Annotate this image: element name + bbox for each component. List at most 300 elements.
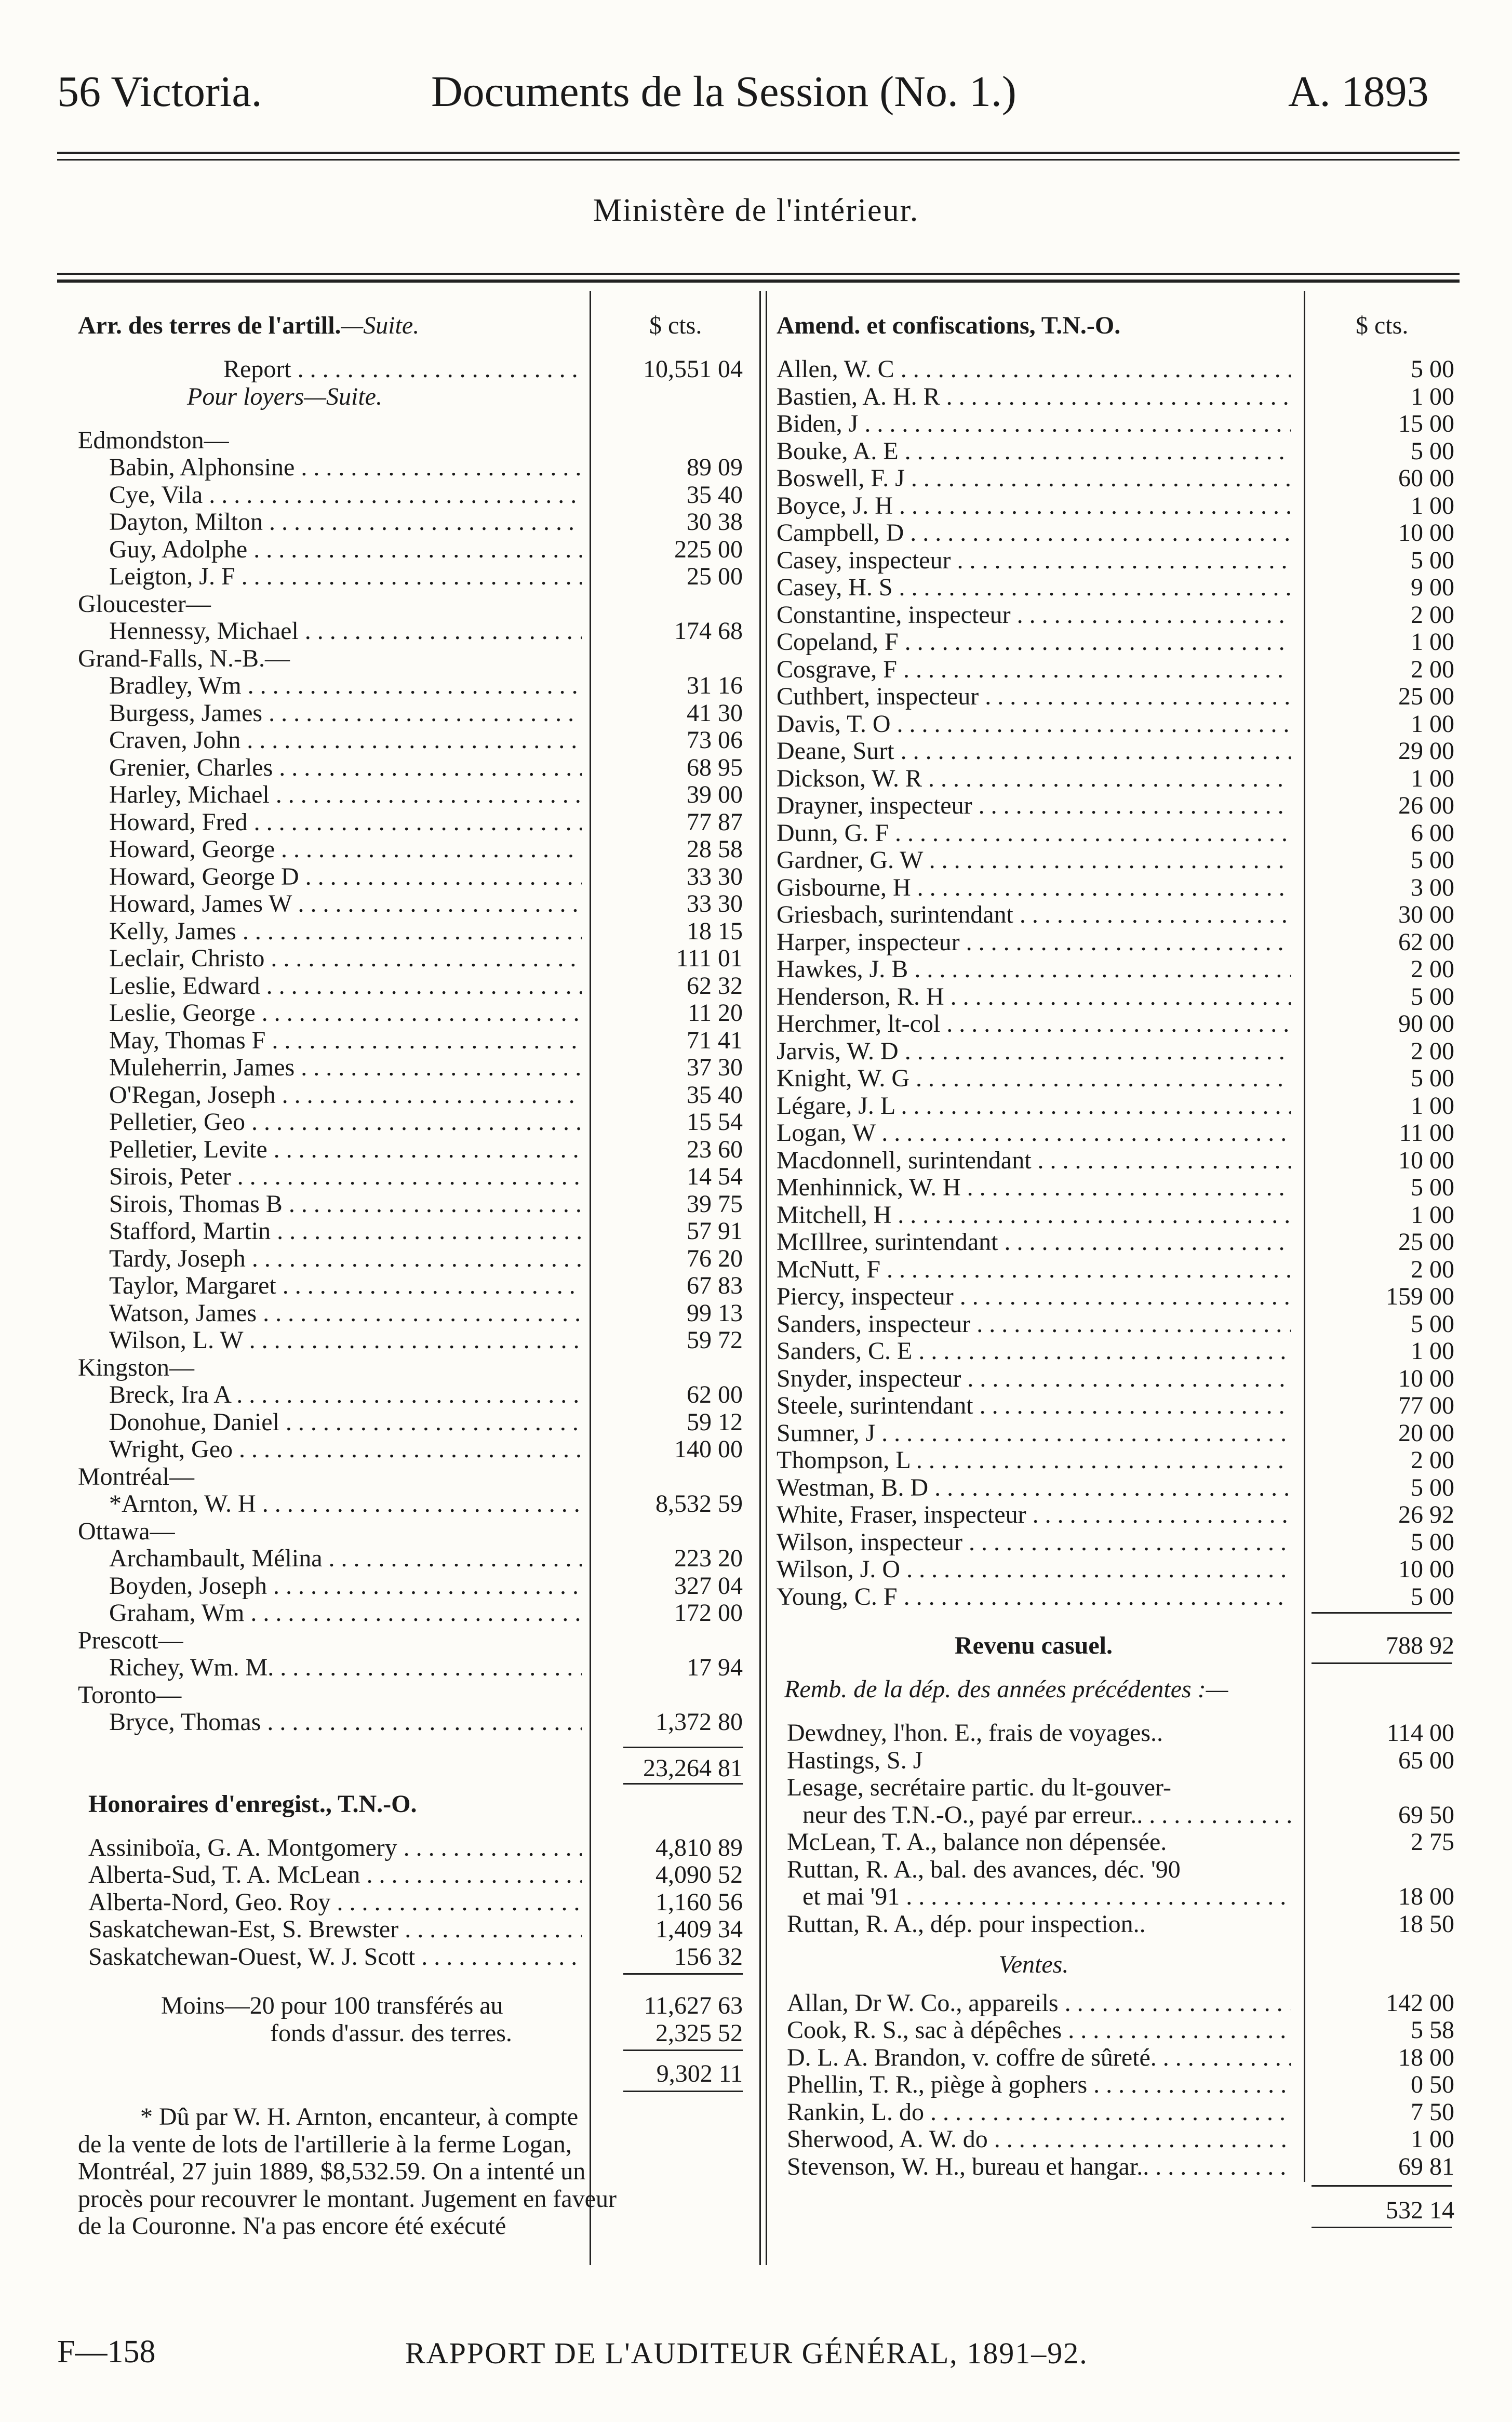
entry-name: Sirois, Thomas B . . . (78, 1190, 582, 1218)
amount-cents: 00 (1423, 1092, 1454, 1120)
entry-amount (1314, 492, 1454, 520)
place-heading: Ottawa— (78, 1517, 175, 1545)
ledger-line (787, 1774, 1291, 1802)
amount-cents: 89 (712, 1833, 743, 1861)
amount-dollars: 1 (1411, 491, 1423, 520)
entry-amount (1314, 574, 1454, 602)
amount-dollars: 1 (1411, 1337, 1423, 1365)
entry-amount (1314, 1989, 1454, 2017)
ledger-line (78, 699, 582, 727)
amount-dollars: 9 (1411, 574, 1423, 601)
sum-rule (1312, 2185, 1452, 2187)
amount-dollars: 11 (1399, 1119, 1423, 1147)
ledger-line (78, 1245, 582, 1273)
entry-name: Harper, inspecteur . . . (777, 928, 1291, 956)
entry-name: Wilson, J. O . . . (777, 1555, 1291, 1583)
ledger-line (78, 1992, 582, 2020)
amount-cents: 00 (1423, 1010, 1454, 1037)
amount-dollars: 174 (674, 617, 712, 645)
ledger-line (78, 1326, 582, 1354)
ledger-line (777, 737, 1291, 765)
ledger-line (78, 481, 582, 509)
amount-dollars: 1,160 (655, 1888, 712, 1916)
entry-name: Stevenson, W. H., bureau et hangar.. . . . (787, 2153, 1291, 2181)
ledger-line (78, 944, 582, 973)
entry-amount (1314, 2071, 1454, 2099)
amount-cents: 00 (1423, 901, 1454, 928)
entry-name: Sirois, Peter . . . (78, 1163, 582, 1191)
amount-cents: 50 (1423, 2071, 1454, 2099)
entry-name: Ruttan, R. A., bal. des avances, déc. '90 (787, 1855, 1181, 1883)
entry-name: Jarvis, W. D . . . (777, 1037, 1291, 1066)
entry-name: Knight, W. G . . . (777, 1064, 1291, 1093)
entry-name: Allen, W. C . . . (777, 355, 1291, 383)
amount-cents: 92 (1423, 1632, 1454, 1659)
footnote-line: procès pour recouvrer le montant. Jugement en faveur (78, 2185, 617, 2213)
currency-header: $ cts. (649, 312, 702, 339)
entry-name: McIllree, surintendant . . . (777, 1228, 1291, 1256)
amount-dollars: 2,325 (655, 2019, 712, 2047)
amount-dollars: 4,090 (655, 1861, 712, 1888)
entry-name: Herchmer, lt-col . . . (777, 1010, 1291, 1038)
entry-name: White, Fraser, inspecteur . . . (777, 1501, 1291, 1529)
entry-amount (603, 1245, 743, 1273)
entry-amount (603, 672, 743, 700)
entry-amount (1314, 1064, 1454, 1093)
ledger-line (78, 1163, 582, 1191)
amount-cents: 00 (1423, 1174, 1454, 1201)
entry-amount (1314, 1392, 1454, 1420)
amount-dollars: 223 (674, 1545, 712, 1572)
entry-name: Griesbach, surintendant . . . (777, 901, 1291, 929)
ledger-line (78, 1136, 582, 1164)
entry-amount (1314, 765, 1454, 793)
amount-cents: 83 (712, 1272, 743, 1299)
entry-amount (1314, 846, 1454, 874)
entry-name: Casey, H. S . . . (777, 574, 1291, 602)
sum-rule (623, 1747, 743, 1748)
amount-cents: 87 (712, 808, 743, 836)
header-rule-top (57, 152, 1460, 154)
amount-dollars: 39 (687, 781, 712, 808)
amount-cents: 58 (1423, 2016, 1454, 2044)
ledger-line (777, 628, 1291, 656)
ledger-line (78, 536, 582, 564)
amount-dollars: 225 (674, 535, 712, 563)
amount-cents: 56 (712, 1888, 743, 1916)
entry-amount (603, 863, 743, 891)
entry-name: Boyden, Joseph . . . (78, 1572, 582, 1600)
amount-cents: 00 (1423, 1146, 1454, 1174)
amount-cents: 00 (1423, 1228, 1454, 1256)
amount-dollars: 0 (1411, 2071, 1423, 2099)
entry-name: Logan, W . . . (777, 1119, 1291, 1147)
entry-name: Hastings, S. J (787, 1746, 923, 1774)
ledger-line (78, 672, 582, 700)
entry-amount (1314, 519, 1454, 547)
entry-name: Bastien, A. H. R . . . (777, 383, 1291, 411)
amount-cents: 16 (712, 672, 743, 699)
ledger-line (777, 492, 1291, 520)
amount-cents: 00 (1423, 683, 1454, 710)
amount-dollars: 142 (1386, 1989, 1423, 2017)
amount-dollars: 114 (1386, 1719, 1423, 1747)
amount-dollars: 5 (1411, 1064, 1423, 1092)
entry-amount (603, 1599, 743, 1627)
entry-name: McLean, T. A., balance non dépensée. (787, 1828, 1167, 1856)
ledger-line (78, 890, 582, 918)
entry-amount (1314, 464, 1454, 493)
left-amount-rule (590, 291, 591, 2265)
ledger-line (78, 808, 582, 836)
amount-cents: 94 (712, 1654, 743, 1681)
entry-amount (1314, 1528, 1454, 1556)
entry-name: Dayton, Milton . . . (78, 508, 582, 536)
ledger-line (787, 2071, 1291, 2099)
entry-amount (1314, 1632, 1454, 1660)
entry-name: Assiniboïa, G. A. Montgomery . . . (78, 1834, 582, 1862)
entry-name: Grenier, Charles . . . (78, 754, 582, 782)
amount-dollars: 2 (1411, 955, 1423, 983)
amount-dollars: 5 (1411, 1528, 1423, 1556)
amount-dollars: 1 (1411, 1092, 1423, 1120)
ledger-line (777, 928, 1291, 956)
entry-name: Thompson, L . . . (777, 1446, 1291, 1474)
ledger-line (777, 1474, 1291, 1502)
ledger-line (777, 1555, 1291, 1583)
ledger-line (787, 2098, 1291, 2126)
entry-amount (1314, 1337, 1454, 1365)
amount-dollars: 10 (1398, 1146, 1423, 1174)
amount-cents: 00 (1423, 574, 1454, 601)
entry-amount (603, 1992, 743, 2020)
amount-cents: 32 (712, 1942, 743, 1971)
entry-name: Stafford, Martin . . . (78, 1217, 582, 1245)
ledger-line (777, 383, 1291, 411)
amount-cents: 00 (1423, 410, 1454, 437)
entry-amount (1314, 819, 1454, 847)
amount-dollars: 6 (1411, 819, 1423, 847)
amount-dollars: 67 (687, 1272, 712, 1299)
amount-dollars: 2 (1411, 1446, 1423, 1474)
ledger-line (78, 1654, 582, 1682)
amount-cents: 41 (712, 1026, 743, 1054)
ledger-line (777, 1010, 1291, 1038)
entry-name: Wright, Geo . . . (78, 1435, 582, 1463)
ledger-line (787, 2016, 1291, 2044)
amount-dollars: 25 (1398, 683, 1423, 710)
ledger-line (78, 863, 582, 891)
center-rule-1 (759, 291, 761, 2265)
ledger-line (787, 1910, 1291, 1938)
entry-name: Ruttan, R. A., dép. pour inspection.. (787, 1910, 1146, 1938)
ledger-line (78, 508, 582, 536)
ledger-line (78, 454, 582, 482)
entry-amount (603, 1888, 743, 1917)
amount-cents: 00 (1423, 1989, 1454, 2017)
amount-dollars: 57 (687, 1217, 712, 1245)
ledger-line (777, 656, 1291, 684)
ledger-line (777, 1528, 1291, 1556)
sum-rule (1312, 2227, 1452, 2228)
amount-dollars: 18 (1398, 1883, 1423, 1910)
ledger-line (777, 410, 1291, 438)
amount-cents: 63 (712, 1992, 743, 2019)
amount-dollars: 77 (687, 808, 712, 836)
amount-cents: 00 (1423, 1719, 1454, 1747)
amount-dollars: 1 (1411, 710, 1423, 738)
entry-name: Cye, Vila . . . (78, 481, 582, 509)
ledger-line (777, 1174, 1291, 1202)
entry-name: neur des T.N.-O., payé par erreur.. . . . (802, 1801, 1291, 1829)
entry-amount (1314, 1910, 1454, 1938)
entry-name: Biden, J . . . (777, 410, 1291, 438)
amount-cents: 54 (712, 1163, 743, 1190)
amount-dollars: 156 (674, 1942, 712, 1971)
entry-name: Sanders, C. E . . . (777, 1337, 1291, 1365)
entry-name: Steele, surintendant . . . (777, 1392, 1291, 1420)
entry-amount (1314, 2197, 1454, 2225)
amount-cents: 00 (1423, 1310, 1454, 1338)
footnote-line: Montréal, 27 juin 1889, $8,532.59. On a intenté un (78, 2158, 586, 2186)
session-number: 56 Victoria. (57, 68, 262, 116)
ledger-line (777, 1201, 1291, 1229)
report-title: RAPPORT DE L'AUDITEUR GÉNÉRAL, 1891–92. (405, 2336, 1088, 2370)
ledger-line (78, 1943, 582, 1971)
entry-amount (1314, 737, 1454, 765)
entry-name: Allan, Dr W. Co., appareils . . . (787, 1989, 1291, 2017)
amount-cents: 00 (1423, 819, 1454, 847)
amount-cents: 00 (1423, 382, 1454, 410)
entry-amount (1314, 437, 1454, 465)
ledger-line (777, 1501, 1291, 1529)
amount-dollars: 30 (687, 508, 712, 536)
amount-cents: 91 (712, 1217, 743, 1245)
amount-cents: 00 (1423, 1037, 1454, 1065)
amount-cents: 54 (712, 1108, 743, 1136)
entry-name: Macdonnell, surintendant . . . (777, 1147, 1291, 1175)
entry-name: Cosgrave, F . . . (777, 656, 1291, 684)
amount-cents: 00 (1423, 464, 1454, 492)
ledger-line (802, 1883, 1291, 1911)
entry-name: Drayner, inspecteur . . . (777, 792, 1291, 820)
ledger-line (78, 781, 582, 809)
amount-dollars: 5 (1411, 846, 1423, 874)
ledger-line (78, 1888, 582, 1917)
entry-amount (603, 699, 743, 727)
ledger-line (777, 1446, 1291, 1474)
entry-name: Guy, Adolphe . . . (78, 536, 582, 564)
entry-name: Leigton, J. F . . . (78, 563, 582, 591)
amount-cents: 75 (1423, 1828, 1454, 1856)
document-title: Documents de la Session (No. 1.) (431, 68, 1016, 116)
entry-amount (1314, 1828, 1454, 1856)
entry-name: Dewdney, l'hon. E., frais de voyages.. (787, 1719, 1163, 1747)
entry-amount (1314, 1283, 1454, 1311)
amount-cents: 00 (1423, 928, 1454, 956)
ledger-line (78, 1572, 582, 1600)
amount-dollars: 2 (1411, 1255, 1423, 1283)
entry-amount (603, 2019, 743, 2047)
amount-cents: 00 (1423, 437, 1454, 465)
entry-name: *Arnton, W. H . . . (78, 1490, 582, 1518)
entry-name: Mitchell, H . . . (777, 1201, 1291, 1229)
entry-amount (1314, 2125, 1454, 2153)
ledger-line (787, 1747, 1291, 1775)
entry-amount (1314, 983, 1454, 1011)
amount-cents: 00 (1423, 792, 1454, 819)
entry-name: Bradley, Wm . . . (78, 672, 582, 700)
amount-cents: 00 (1423, 1119, 1454, 1147)
amount-dollars: 4,810 (655, 1833, 712, 1861)
ledger-line (78, 1054, 582, 1082)
ledger-line (78, 754, 582, 782)
amount-cents: 01 (712, 944, 743, 972)
entry-name: Deane, Surt . . . (777, 737, 1291, 765)
ledger-line (78, 617, 582, 645)
entry-amount (1314, 656, 1454, 684)
ledger-line (787, 1989, 1291, 2017)
moins-label-cont: fonds d'assur. des terres. (270, 2019, 512, 2047)
entry-amount (603, 1027, 743, 1055)
entry-amount (603, 1163, 743, 1191)
ledger-line (78, 1272, 582, 1300)
ledger-line (777, 683, 1291, 711)
entry-amount (603, 1408, 743, 1436)
amount-cents: 30 (712, 890, 743, 917)
entry-name: Sherwood, A. W. do . . . (787, 2125, 1291, 2153)
entry-amount (603, 1326, 743, 1354)
ledger-line (78, 1217, 582, 1245)
amount-cents: 34 (712, 1915, 743, 1943)
amount-dollars: 59 (687, 1326, 712, 1354)
ledger-line (777, 1392, 1291, 1420)
amount-cents: 09 (712, 454, 743, 481)
amount-cents: 30 (712, 862, 743, 890)
entry-name: Leclair, Christo . . . (78, 944, 582, 973)
entry-name: Sanders, inspecteur . . . (777, 1310, 1291, 1338)
amount-dollars: 5 (1411, 982, 1423, 1010)
entry-amount (603, 999, 743, 1027)
entry-amount (1314, 1037, 1454, 1066)
amount-dollars: 5 (1411, 1473, 1423, 1501)
amount-cents: 00 (1423, 355, 1454, 383)
entry-amount (603, 1136, 743, 1164)
amount-dollars: 10,551 (643, 355, 712, 383)
ledger-line (78, 1299, 582, 1327)
amount-dollars: 18 (1398, 2043, 1423, 2071)
center-rule-2 (766, 291, 767, 2265)
amount-cents: 52 (712, 1861, 743, 1888)
entry-name: Harley, Michael . . . (78, 781, 582, 809)
amount-cents: 00 (1423, 2125, 1454, 2153)
entry-name: Howard, George . . . (78, 835, 582, 863)
ledger-line (777, 1092, 1291, 1120)
amount-cents: 00 (712, 563, 743, 590)
entry-amount (1314, 1228, 1454, 1256)
amount-cents: 11 (712, 2060, 743, 2088)
entry-name: Kelly, James . . . (78, 917, 582, 946)
amount-dollars: 1 (1411, 764, 1423, 792)
amount-cents: 06 (712, 726, 743, 754)
ledger-line (78, 1027, 582, 1055)
ledger-line (78, 1708, 582, 1736)
amount-cents: 50 (1423, 1910, 1454, 1938)
entry-amount (1314, 710, 1454, 738)
amount-dollars: 90 (1398, 1010, 1423, 1037)
entry-name: Cook, R. S., sac à dépêches . . . (787, 2016, 1291, 2044)
amount-dollars: 159 (1386, 1283, 1423, 1310)
entry-name: Alberta-Nord, Geo. Roy . . . (78, 1888, 582, 1917)
remb-heading: Remb. de la dép. des années précédentes :— (784, 1675, 1228, 1703)
entry-amount (1314, 1883, 1454, 1911)
amount-dollars: 30 (1398, 901, 1423, 928)
amount-cents: 00 (1423, 1746, 1454, 1774)
entry-amount (1314, 1419, 1454, 1447)
entry-amount (1314, 1747, 1454, 1775)
amount-cents: 00 (1423, 1419, 1454, 1447)
amount-dollars: 140 (674, 1435, 712, 1463)
entry-amount (1314, 1256, 1454, 1284)
ledger-line (78, 1861, 582, 1889)
entry-name: O'Regan, Joseph . . . (78, 1081, 582, 1109)
entry-amount (1314, 1147, 1454, 1175)
entry-amount (603, 1217, 743, 1245)
entry-name: Richey, Wm. M. . . . (78, 1654, 582, 1682)
entry-name: D. L. A. Brandon, v. coffre de sûreté. . . . (787, 2044, 1291, 2072)
sum-rule (1312, 1662, 1452, 1664)
amount-cents: 00 (1423, 1582, 1454, 1611)
amount-dollars: 99 (687, 1299, 712, 1327)
ledger-line (78, 1754, 582, 1782)
sum-rule (1312, 1612, 1452, 1614)
moins-label: Moins—20 pour 100 transférés au (161, 1992, 503, 2019)
amount-cents: 04 (712, 1572, 743, 1600)
entry-amount (603, 944, 743, 973)
entry-amount (1314, 383, 1454, 411)
entry-amount (603, 1754, 743, 1782)
entry-amount (1314, 1310, 1454, 1338)
amount-cents: 20 (712, 1545, 743, 1572)
sum-rule (623, 2050, 743, 2051)
entry-amount (603, 1915, 743, 1944)
ledger-line (777, 819, 1291, 847)
amount-cents: 15 (712, 917, 743, 945)
ventes-heading: Ventes. (998, 1951, 1069, 1979)
entry-amount (603, 1108, 743, 1136)
place-heading: Kingston— (78, 1353, 195, 1381)
amount-dollars: 1 (1411, 1201, 1423, 1229)
entry-amount (1314, 1092, 1454, 1120)
entry-name: Howard, James W . . . (78, 890, 582, 918)
amount-dollars: 41 (687, 699, 712, 727)
entry-name: May, Thomas F . . . (78, 1027, 582, 1055)
entry-amount (603, 1081, 743, 1109)
entry-name: Cuthbert, inspecteur . . . (777, 683, 1291, 711)
amount-cents: 00 (1423, 1201, 1454, 1229)
amount-dollars: 532 (1386, 2196, 1423, 2224)
ledger-line (78, 1408, 582, 1436)
amount-dollars: 5 (1411, 1310, 1423, 1338)
ledger-line (78, 1190, 582, 1218)
entry-name: Donohue, Daniel . . . (78, 1408, 582, 1436)
amount-dollars: 62 (687, 1381, 712, 1408)
right-amount-rule (1304, 291, 1305, 2182)
amount-dollars: 35 (687, 481, 712, 509)
entry-amount (603, 481, 743, 509)
amount-dollars: 7 (1411, 2098, 1423, 2126)
amount-cents: 40 (712, 481, 743, 509)
